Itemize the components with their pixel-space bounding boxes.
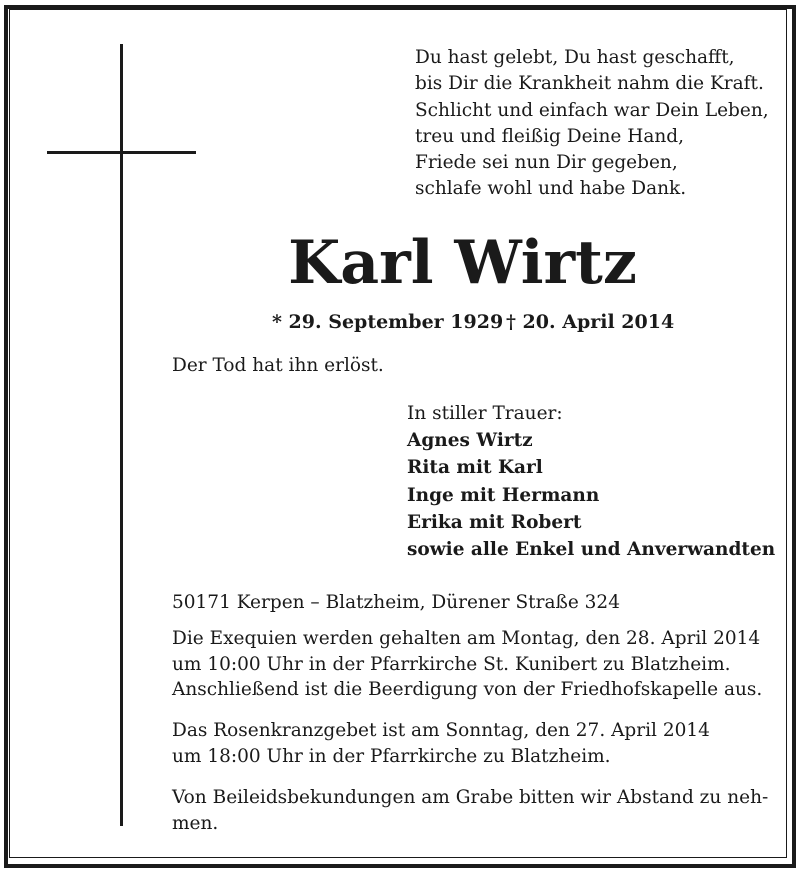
poem-line: Friede sei nun Dir gegeben, (415, 152, 678, 174)
poem-line: bis Dir die Krankheit nahm die Kraft. (415, 73, 764, 95)
mourner-name: sowie alle Enkel und Anverwandten (407, 539, 776, 561)
mourner-name: Rita mit Karl (407, 457, 543, 479)
condolence-line: men. (172, 812, 219, 834)
mourner-name: Agnes Wirtz (407, 430, 533, 452)
mourners-intro: In stiller Trauer: (407, 403, 563, 424)
mourner-name: Erika mit Robert (407, 511, 582, 533)
exequien-line: um 10:00 Uhr in der Pfarrkirche St. Kunibert zu Blatzheim. (172, 653, 731, 675)
cross-icon-vertical (120, 44, 123, 826)
exequien-paragraph (172, 626, 762, 703)
death-date: † 20. April 2014 (506, 311, 675, 333)
birth-date: * 29. September 1929 (272, 311, 504, 333)
deceased-name: Karl Wirtz (288, 228, 637, 298)
mourners-list (407, 400, 775, 563)
address: 50171 Kerpen – Blatzheim, Dürener Straße 324 (172, 592, 620, 613)
rosenkranz-line: um 18:00 Uhr in der Pfarrkirche zu Blatzheim. (172, 745, 611, 767)
rosenkranz-line: Das Rosenkranzgebet ist am Sonntag, den 27. April 2014 (172, 720, 710, 741)
rosenkranz-paragraph (172, 718, 710, 769)
cross-icon-horizontal (47, 151, 196, 154)
exequien-line: Anschließend ist die Beerdigung von der Friedhofskapelle aus. (172, 679, 763, 700)
poem-line: Schlicht und einfach war Dein Leben, (415, 99, 769, 121)
poem-line: schlafe wohl und habe Dank. (415, 178, 687, 200)
condolence-line: Von Beileidsbekundungen am Grabe bitten wir Abstand zu neh- (172, 787, 769, 808)
poem-line: treu und fleißig Deine Hand, (415, 125, 685, 147)
mourner-name: Inge mit Hermann (407, 484, 600, 506)
poem-line: Du hast gelebt, Du hast geschafft, (415, 47, 735, 68)
poem (415, 45, 769, 203)
exequien-line: Die Exequien werden gehalten am Montag, den 28. April 2014 (172, 628, 761, 649)
statement: Der Tod hat ihn erlöst. (172, 355, 384, 376)
condolence-paragraph (172, 785, 768, 836)
